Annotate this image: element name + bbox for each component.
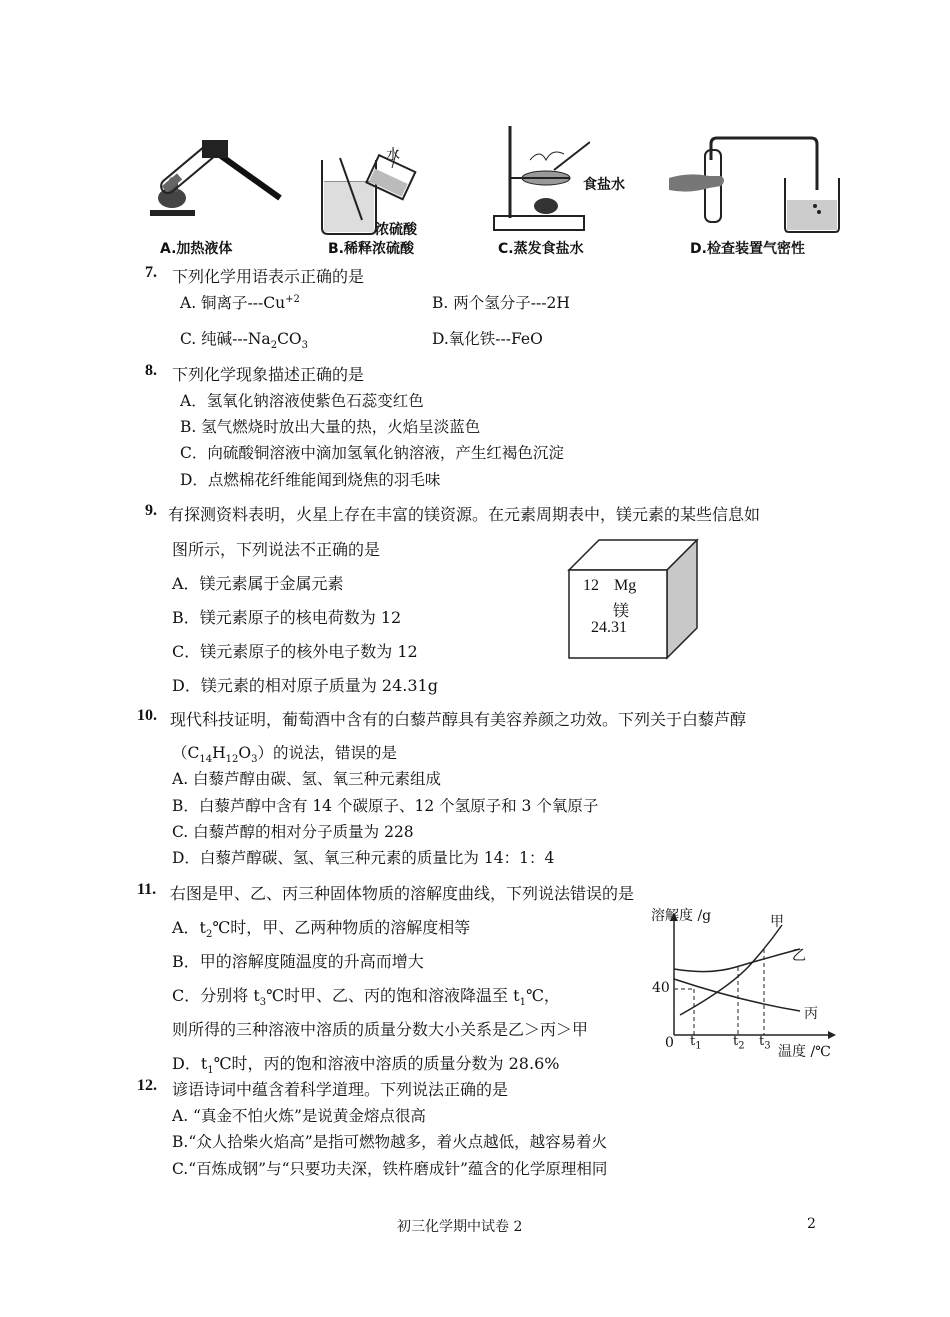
question-8-option-d: D．点燃棉花纤维能闻到烧焦的羽毛味 <box>180 471 441 489</box>
question-10-number: 10. <box>137 707 157 724</box>
caption-b: B.稀释浓硫酸 <box>328 241 414 257</box>
question-7-option-a: A. 铜离子$---Cu^{+2}$ <box>180 293 300 312</box>
question-9-option-b: B．镁元素原子的核电荷数为 12 <box>172 608 402 627</box>
curve-bing <box>674 979 800 1011</box>
salt-water-label: 食盐水 <box>583 177 625 193</box>
graph-y-label: 溶解度 /g <box>651 908 712 924</box>
graph-t1-label: $t_1$ <box>690 1034 702 1052</box>
question-11-option-b: B．甲的溶解度随温度的升高而增大 <box>172 952 424 971</box>
periodic-table-cell <box>566 537 700 661</box>
question-7-option-d: D.氧化铁---FeO <box>432 330 543 348</box>
question-10-option-a: A. 白藜芦醇由碳、氢、氧三种元素组成 <box>172 770 442 788</box>
question-10-option-b: B．白藜芦醇中含有 14 个碳原子、12 个氢原子和 3 个氧原子 <box>172 797 599 815</box>
curve-yi <box>674 949 800 972</box>
question-9-option-c: C．镁元素原子的核外电子数为 12 <box>172 642 418 661</box>
element-name: 镁 <box>613 601 630 620</box>
water-label: 水 <box>386 147 400 163</box>
page-number: 2 <box>807 1216 816 1232</box>
question-7-option-c: C. 纯碱$---Na_2CO_3$ <box>180 330 309 352</box>
curve-label-jia: 甲 <box>770 914 784 930</box>
question-11-option-d: D．$t_1℃$时，丙的饱和溶液中溶质的质量分数为 28.6% <box>172 1054 560 1077</box>
question-8-number: 8. <box>145 362 157 379</box>
question-11-option-c-continued: 则所得的三种溶液中溶质的质量分数大小关系是乙＞丙＞甲 <box>172 1020 589 1039</box>
question-10-option-c: C. 白藜芦醇的相对分子质量为 228 <box>172 823 414 841</box>
caption-c: C.蒸发食盐水 <box>498 241 584 257</box>
question-10-option-d: D．白藜芦醇碳、氢、氧三种元素的质量比为 14：1：4 <box>172 849 555 867</box>
graph-x-label: 温度 /℃ <box>778 1044 831 1060</box>
question-11-option-c: C．分别将 $t_3℃$时甲、乙、丙的饱和溶液降温至 $t_1℃$， <box>172 986 560 1009</box>
question-10-formula-line: $(C_{14}H_{12}O_3)$的说法，错误的是 <box>172 744 397 766</box>
question-7-option-b: B. 两个氢分子---2H <box>432 294 570 312</box>
caption-d: D.检查装置气密性 <box>690 241 805 257</box>
evaporation-illustration <box>490 120 590 240</box>
graph-t3-label: $t_3$ <box>759 1034 771 1052</box>
question-9-option-a: A．镁元素属于金属元素 <box>172 574 344 593</box>
curve-label-bing: 丙 <box>804 1006 818 1022</box>
airtightness-check-illustration <box>665 120 845 240</box>
question-9-option-d: D．镁元素的相对原子质量为 24.31g <box>172 676 438 695</box>
element-atomic-mass: 24.31 <box>591 619 627 636</box>
question-8-option-a: A．氢氧化钠溶液使紫色石蕊变红色 <box>180 392 424 410</box>
graph-y40-label: 40 <box>652 980 670 996</box>
element-atomic-number: 12 <box>583 577 599 594</box>
question-7-number: 7. <box>145 264 157 281</box>
graph-t2-label: $t_2$ <box>733 1034 745 1052</box>
curve-label-yi: 乙 <box>792 948 806 964</box>
question-11-number: 11. <box>137 881 157 898</box>
question-11-option-a: A．$t_2℃$时，甲、乙两种物质的溶解度相等 <box>172 918 471 941</box>
question-10-stem-line1: 现代科技证明，葡萄酒中含有的白藜芦醇具有美容养颜之功效。下列关于白藜芦醇 <box>170 710 747 729</box>
question-9-stem-line2: 图所示，下列说法不正确的是 <box>172 540 381 559</box>
question-12-option-b: B.“众人拾柴火焰高”是指可燃物越多，着火点越低，越容易着火 <box>172 1133 608 1151</box>
curve-jia <box>680 925 782 1015</box>
acid-label: 浓硫酸 <box>375 222 417 238</box>
question-12-number: 12. <box>137 1077 157 1094</box>
question-8-option-c: C．向硫酸铜溶液中滴加氢氧化钠溶液，产生红褐色沉淀 <box>180 444 564 462</box>
question-7-stem: 下列化学用语表示正确的是 <box>172 267 365 286</box>
question-8-option-b: B. 氢气燃烧时放出大量的热，火焰呈淡蓝色 <box>180 418 481 436</box>
caption-a: A.加热液体 <box>160 241 233 257</box>
question-12-option-c: C.“百炼成钢”与“只要功夫深，铁杵磨成针”蕴含的化学原理相同 <box>172 1160 608 1178</box>
question-11-stem: 右图是甲、乙、丙三种固体物质的溶解度曲线，下列说法错误的是 <box>170 884 635 903</box>
question-9-number: 9. <box>145 502 157 519</box>
element-symbol: Mg <box>614 577 637 594</box>
question-8-stem: 下列化学现象描述正确的是 <box>172 365 365 384</box>
question-9-stem-line1: 有探测资料表明，火星上存在丰富的镁资源。在元素周期表中，镁元素的某些信息如 <box>168 505 761 524</box>
footer-title: 初三化学期中试卷 2 <box>397 1219 523 1235</box>
question-12-option-a: A. “真金不怕火炼”是说黄金熔点很高 <box>172 1107 426 1125</box>
graph-origin: 0 <box>665 1035 674 1051</box>
solubility-curve-graph <box>650 905 840 1050</box>
question-12-stem: 谚语诗词中蕴含着科学道理。下列说法正确的是 <box>172 1080 509 1099</box>
heating-liquid-illustration <box>140 120 290 240</box>
